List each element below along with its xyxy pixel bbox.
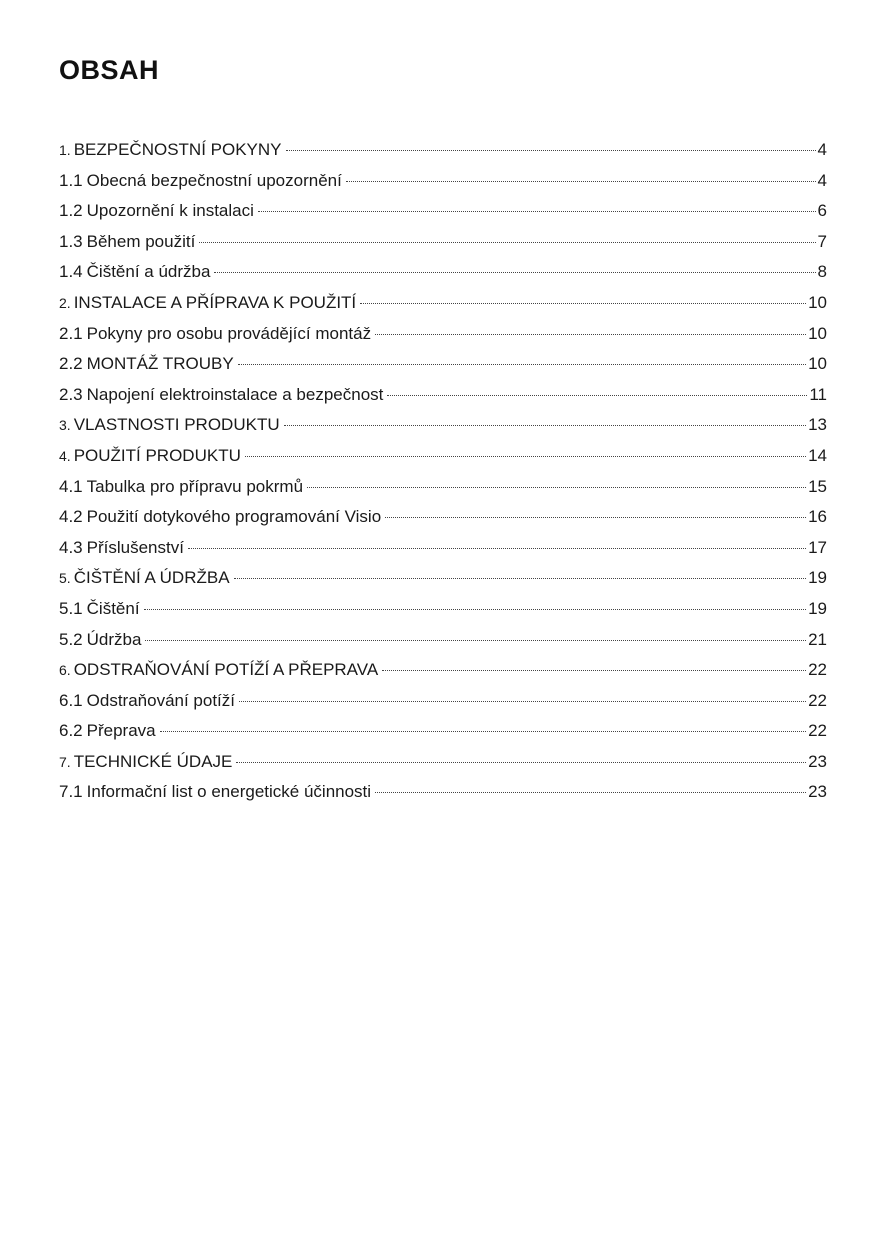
toc-entry-page-number: 23: [808, 751, 827, 771]
toc-entry-page-number: 19: [808, 568, 827, 588]
toc-dot-leader: [188, 548, 806, 549]
toc-entry[interactable]: [59, 383, 827, 414]
toc-entry-label: INSTALACE A PŘÍPRAVA K POUŽITÍ: [73, 292, 357, 312]
toc-entry-label: Informační list o energetické účinnosti: [86, 782, 372, 802]
toc-entry-page-number: 19: [808, 598, 827, 618]
toc-entry-number: 2.2: [59, 354, 83, 374]
toc-entry-label: Příslušenství: [86, 537, 184, 557]
toc-entry-page-number: 10: [808, 292, 827, 312]
toc-entry[interactable]: [59, 475, 827, 506]
page-title: OBSAH: [59, 55, 160, 85]
toc-entry-label: Upozornění k instalaci: [86, 201, 254, 221]
toc-entry-label: Obecná bezpečnostní upozornění: [86, 170, 342, 190]
toc-entry-label: BEZPEČNOSTNÍ POKYNY: [73, 140, 282, 159]
toc-entry-page-number: 22: [808, 660, 827, 680]
toc-entry-page-number: 13: [808, 415, 827, 435]
toc-entry[interactable]: [59, 199, 827, 230]
toc-entry-number: 1.2: [59, 201, 83, 221]
toc-dot-leader: [239, 701, 806, 702]
toc-entry-number: 2.3: [59, 384, 83, 404]
toc-entry[interactable]: [59, 413, 827, 444]
toc-entry-label: Tabulka pro přípravu pokrmů: [86, 476, 304, 496]
toc-entry-number: 6.: [59, 662, 71, 679]
toc-entry[interactable]: [59, 719, 827, 750]
toc-dot-leader: [234, 578, 807, 579]
toc-entry-page-number: 23: [808, 782, 827, 802]
toc-entry-number: 1.4: [59, 262, 83, 282]
toc-entry-number: 6.1: [59, 690, 83, 710]
table-of-contents: [59, 138, 827, 811]
toc-entry[interactable]: [59, 780, 827, 811]
toc-entry-page-number: 4: [817, 170, 827, 190]
toc-dot-leader: [214, 272, 815, 273]
toc-entry[interactable]: [59, 291, 827, 322]
toc-dot-leader: [160, 731, 806, 732]
toc-entry-number: 5.1: [59, 598, 83, 618]
toc-entry-page-number: 21: [808, 629, 827, 649]
toc-entry-number: 6.2: [59, 721, 83, 741]
toc-entry[interactable]: [59, 536, 827, 567]
toc-dot-leader: [286, 150, 816, 151]
toc-entry[interactable]: [59, 169, 827, 200]
toc-entry-label: POUŽITÍ PRODUKTU: [73, 445, 241, 465]
toc-entry-page-number: 6: [817, 201, 827, 221]
toc-dot-leader: [236, 762, 806, 763]
toc-dot-leader: [307, 487, 806, 488]
toc-entry-label: Napojení elektroinstalace a bezpečnost: [86, 384, 384, 404]
toc-entry[interactable]: [59, 566, 827, 597]
toc-entry-page-number: 17: [808, 537, 827, 557]
toc-entry[interactable]: [59, 597, 827, 628]
toc-entry-number: 2.: [59, 294, 71, 311]
toc-entry-page-number: 10: [808, 354, 827, 374]
toc-dot-leader: [238, 364, 806, 365]
toc-dot-leader: [258, 211, 816, 212]
toc-entry-label: Pokyny pro osobu provádějící montáž: [86, 323, 372, 343]
toc-entry[interactable]: [59, 689, 827, 720]
toc-entry-page-number: 22: [808, 690, 827, 710]
toc-entry[interactable]: [59, 750, 827, 781]
toc-entry-number: 2.1: [59, 323, 83, 343]
toc-entry[interactable]: [59, 505, 827, 536]
toc-entry-number: 7.: [59, 753, 71, 770]
toc-entry-label: Čištění a údržba: [86, 262, 211, 282]
toc-entry-label: ODSTRAŇOVÁNÍ POTÍŽÍ A PŘEPRAVA: [73, 660, 379, 680]
toc-entry-page-number: 8: [817, 262, 827, 282]
toc-dot-leader: [360, 303, 806, 304]
toc-dot-leader: [346, 181, 816, 182]
toc-entry-label: Přeprava: [86, 721, 156, 741]
toc-entry[interactable]: [59, 260, 827, 291]
toc-entry-number: 4.2: [59, 507, 83, 527]
toc-entry[interactable]: [59, 658, 827, 689]
toc-entry-number: 5.2: [59, 629, 83, 649]
toc-entry-label: Údržba: [86, 629, 142, 649]
toc-entry-page-number: 22: [808, 721, 827, 741]
toc-entry-page-number: 15: [808, 476, 827, 496]
toc-dot-leader: [382, 670, 806, 671]
toc-dot-leader: [387, 395, 807, 396]
toc-entry-page-number: 7: [817, 231, 827, 251]
toc-dot-leader: [245, 456, 806, 457]
toc-entry-number: 1.1: [59, 170, 83, 190]
toc-entry-page-number: 14: [808, 445, 827, 465]
toc-entry-label: Použití dotykového programování Visio: [86, 507, 382, 527]
toc-entry[interactable]: [59, 230, 827, 261]
toc-entry-label: MONTÁŽ TROUBY: [86, 354, 234, 374]
toc-entry-label: ČIŠTĚNÍ A ÚDRŽBA: [73, 568, 230, 588]
toc-entry-label: Během použití: [86, 231, 196, 251]
toc-entry-label: Odstraňování potíží: [86, 690, 236, 710]
toc-entry-page-number: 4: [817, 140, 827, 159]
toc-entry[interactable]: [59, 322, 827, 353]
toc-entry-label: VLASTNOSTI PRODUKTU: [73, 415, 280, 435]
toc-entry[interactable]: [59, 138, 827, 169]
toc-entry[interactable]: [59, 628, 827, 659]
toc-dot-leader: [385, 517, 806, 518]
toc-dot-leader: [284, 425, 806, 426]
toc-entry-number: 3.: [59, 417, 71, 434]
toc-dot-leader: [375, 792, 806, 793]
toc-entry-number: 7.1: [59, 782, 83, 802]
toc-dot-leader: [199, 242, 815, 243]
toc-entry-page-number: 11: [809, 384, 827, 404]
toc-entry-page-number: 16: [808, 507, 827, 527]
toc-entry-page-number: 10: [808, 323, 827, 343]
toc-dot-leader: [144, 609, 807, 610]
toc-entry-number: 1.: [59, 142, 71, 158]
toc-entry[interactable]: [59, 352, 827, 383]
toc-entry-number: 1.3: [59, 231, 83, 251]
toc-entry[interactable]: [59, 444, 827, 475]
toc-dot-leader: [145, 640, 806, 641]
toc-entry-number: 5.: [59, 570, 71, 587]
toc-dot-leader: [375, 334, 806, 335]
toc-entry-number: 4.3: [59, 537, 83, 557]
toc-entry-number: 4.1: [59, 476, 83, 496]
toc-entry-label: TECHNICKÉ ÚDAJE: [73, 751, 233, 771]
toc-entry-label: Čištění: [86, 598, 140, 618]
toc-entry-number: 4.: [59, 447, 71, 464]
